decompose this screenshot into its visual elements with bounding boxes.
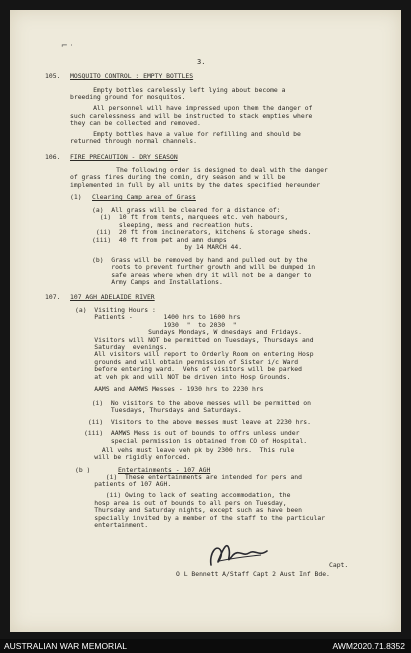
list-line: roots to prevent further growth and will be dumped in bbox=[92, 263, 316, 272]
paragraph-line: entertainment. bbox=[75, 520, 149, 529]
paragraph-line: returned through normal channels. bbox=[70, 137, 197, 146]
paragraph-line: (i) These entertainments are intended for pers and bbox=[75, 473, 303, 481]
list-line: (b) Grass will be removed by hand and pulled out by the bbox=[92, 256, 308, 264]
section-heading: FIRE PRECAUTION - DRY SEASON bbox=[70, 153, 178, 161]
list-line: special permission is obtained from CO of Hospital. bbox=[84, 436, 308, 445]
section-number: 107. bbox=[45, 293, 61, 301]
subsection-number: (b ) bbox=[75, 466, 91, 474]
paragraph-line: patients of 107 AGH. bbox=[75, 480, 172, 489]
subsection-heading: Clearing Camp area of Grass bbox=[92, 193, 196, 201]
paragraph-line: Visitors will NOT be permitted on Tuesdays, Thursdays and bbox=[75, 335, 314, 344]
paragraph-line: such carelessness and will be instructed to stack empties where bbox=[70, 111, 313, 120]
paragraph-line: AAMS and AAMWS Messes - 1930 hrs to 2230 hrs bbox=[75, 385, 264, 393]
list-line: (iii) AAMWS Mess is out of bounds to offrs unless under bbox=[84, 429, 300, 438]
paragraph-line: Empty bottles have a value for refilling and should be bbox=[70, 130, 301, 138]
paragraph-line: will be rigidly enforced. bbox=[75, 453, 191, 462]
paragraph-line: Thursday and Saturday nights, except such as have been bbox=[75, 506, 303, 515]
list-line: Army Camps and Installations. bbox=[92, 278, 223, 287]
signature-line: O L Bennett A/Staff Capt 2 Aust Inf Bde. bbox=[176, 570, 330, 578]
list-line: by 14 MARCH 44. bbox=[92, 243, 243, 251]
paragraph-line: All visitors will report to Orderly Room on entering Hosp bbox=[75, 350, 314, 359]
paragraph-line: (a) Visiting Hours : bbox=[75, 306, 156, 314]
archive-footer bbox=[0, 639, 411, 653]
list-line: (i) No visitors to the above messes will be permitted on bbox=[84, 399, 312, 407]
list-line: safe areas where when dry it will not be a danger to bbox=[92, 270, 312, 279]
subsection-heading: Entertainments - 107 AGH bbox=[118, 466, 211, 474]
paragraph-line: before entering ward. Vehs of visitors will be parked bbox=[75, 365, 303, 374]
paragraph-line: specially invited by a member of the staff to the particular bbox=[75, 513, 326, 522]
list-line: sleeping, mess and recreation huts. bbox=[92, 220, 254, 229]
paragraph-line: All vehs must leave veh pk by 2300 hrs. This rule bbox=[75, 446, 295, 454]
list-line: Tuesdays, Thursdays and Saturdays. bbox=[84, 406, 242, 415]
section-heading: MOSQUITO CONTROL : EMPTY BOTTLES bbox=[70, 72, 194, 80]
paragraph-line: hosp area is out of bounds to all pers on Tuesday, bbox=[75, 498, 287, 507]
handwritten-signature bbox=[205, 535, 275, 575]
paragraph-line: 1930 " to 2030 " bbox=[75, 320, 237, 329]
section-heading: 107 AGH ADELAIDE RIVER bbox=[70, 293, 155, 301]
paragraph-line: All personnel will have impressed upon them the danger of bbox=[70, 104, 313, 113]
paragraph-line: Saturday evenings. bbox=[75, 343, 168, 351]
list-line: (a) All grass will be cleared for a distance of: bbox=[92, 206, 281, 214]
paragraph-line: (ii) Owing to lack of seating accommodation, the bbox=[75, 491, 291, 500]
subsection-number: (1) bbox=[70, 193, 82, 201]
section-number: 105. bbox=[45, 72, 61, 80]
list-line: (i) 10 ft from tents, marquees etc. veh habours, bbox=[92, 213, 289, 222]
footer-catalogue-id: AWM2020.71.8352 bbox=[332, 641, 405, 651]
list-line: (ii) 20 ft from incinerators, kitchens & storage sheds. bbox=[92, 228, 312, 237]
paragraph-line: grounds and will obtain permission of Sister i/c Ward bbox=[75, 357, 299, 366]
signature-rank: Capt. bbox=[329, 561, 349, 569]
paragraph-line: implemented in full by all units by the dates specified hereunder bbox=[70, 180, 321, 189]
paragraph-line: of grass fires during the comin, dry season and w ill be bbox=[70, 173, 286, 182]
paragraph-line: The following order is designed to deal with the danger bbox=[70, 166, 328, 174]
list-line: (iii) 40 ft from pet and amn dumps bbox=[92, 235, 227, 244]
footer-institution: AUSTRALIAN WAR MEMORIAL bbox=[4, 641, 127, 651]
list-line: (ii) Visitors to the above messes must leave at 2230 hrs. bbox=[84, 417, 312, 426]
paragraph-line: they can be collected and removed. bbox=[70, 119, 201, 128]
paragraph-line: Sundays Mondays, W dnesdays and Fridays. bbox=[75, 328, 303, 337]
paragraph-line: Empty bottles carelessly left lying about become a bbox=[70, 86, 286, 94]
page-number: 3. bbox=[197, 58, 206, 66]
paragraph-line: breeding ground for mosquitos. bbox=[70, 93, 186, 102]
paragraph-line: at veh pk and will NOT be driven into Hosp Grounds. bbox=[75, 372, 291, 381]
paragraph-line: Patients - 1400 hrs to 1600 hrs bbox=[75, 313, 241, 322]
punch-mark-icon: ⌐ · bbox=[61, 41, 73, 50]
section-number: 106. bbox=[45, 153, 61, 161]
